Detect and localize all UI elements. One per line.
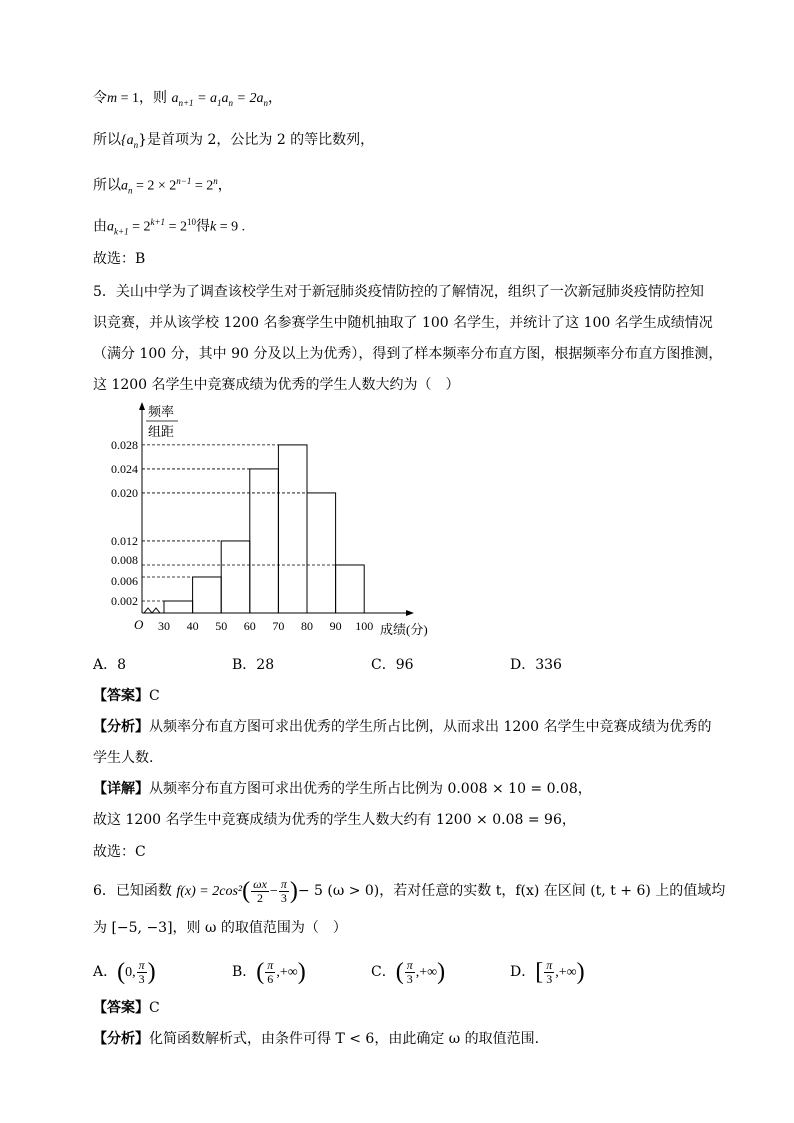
q6-option-a: A．(0, $\frac{\pi}{3}$ ) <box>93 957 156 986</box>
y-tick-0.008: 0.008 <box>111 552 138 567</box>
q6-option-b: B．( $\frac{\pi}{6}$ ,+∞) <box>232 957 306 986</box>
bar-30-40 <box>164 601 193 613</box>
q6-option-c: C．( $\frac{\pi}{3}$ ,+∞) <box>371 957 446 986</box>
y-tick-0.012: 0.012 <box>111 533 138 548</box>
q5-line-4: 这 1200 名学生中竞赛成绩为优秀的学生人数大约为（ ） <box>93 377 460 393</box>
x-tick-80: 80 <box>301 619 313 633</box>
q6-line-1: 6．已知函数 f(x) = 2cos²( $\frac{\omega x}{2}$ − $\frac{\pi}{3}$ )− 5 (ω > 0)，若对任意的实数 t，f(x) 在区间 (t, t + 6) 上的值域均 <box>93 876 726 905</box>
bar-90-100 <box>336 565 365 613</box>
x-tick-100: 100 <box>355 619 374 633</box>
q5-choose: 故选：C <box>93 844 146 860</box>
y-tick-0.024: 0.024 <box>111 461 138 476</box>
q5-answer: 【答案】C <box>93 688 160 704</box>
x-tick-90: 90 <box>329 619 342 633</box>
q6-line-2: 为 [−5, −3]，则 ω 的取值范围为（ ） <box>93 920 347 936</box>
q5-detail-1: 【详解】从频率分布直方图可求出优秀的学生所占比例为 0.008 × 10 = 0.08， <box>93 781 592 797</box>
x-tick-60: 60 <box>243 619 256 633</box>
text-line-4: 由$a_{k+1} = 2^{k+1} = 2^{10}$得k = 9 . <box>93 217 246 237</box>
y-axis-arrow <box>139 402 145 410</box>
q6-answer: 【答案】C <box>93 1000 160 1016</box>
bar-80-90 <box>307 493 336 613</box>
option-c: C．96 <box>371 657 414 673</box>
q5-analysis-2: 学生人数. <box>93 750 154 766</box>
option-b: B．28 <box>232 657 275 673</box>
y-tick-0.028: 0.028 <box>111 437 138 452</box>
text-line-1: 令m = 1，则 $a_{n+1} = a_1a_n = 2a_n$， <box>93 90 282 108</box>
x-tick-70: 70 <box>272 619 285 633</box>
frequency-histogram <box>90 400 450 645</box>
q5-analysis-1: 【分析】从频率分布直方图可求出优秀的学生所占比例，从而求出 1200 名学生中竞赛成绩为优秀的 <box>93 719 712 735</box>
option-a: A．8 <box>93 657 127 673</box>
x-label: 成绩(分) <box>380 622 428 637</box>
q6-analysis: 【分析】化简函数解析式，由条件可得 T < 6，由此确定 ω 的取值范围. <box>93 1031 540 1047</box>
q5-line-3: （满分 100 分，其中 90 分及以上为优秀），得到了样本频率分布直方图，根据频率分布直方图推测， <box>93 346 723 362</box>
y-tick-0.002: 0.002 <box>111 593 138 608</box>
origin-label: O <box>134 617 144 632</box>
q6-option-d: D．[ $\frac{\pi}{3}$ ,+∞) <box>510 957 585 986</box>
axis-break <box>144 608 160 613</box>
option-d: D．336 <box>510 657 562 673</box>
y-label-top: 频率 <box>148 404 175 419</box>
x-tick-30: 30 <box>158 619 170 633</box>
text-line-3: 所以$a_n = 2 \times 2^{n-1} = 2^n$， <box>93 176 232 196</box>
choose-b: 故选：B <box>93 251 146 267</box>
q5-line-1: 5．关山中学为了调查该校学生对于新冠肺炎疫情防控的了解情况，组织了一次新冠肺炎疫情防控知 <box>93 284 704 300</box>
x-tick-50: 50 <box>215 619 228 633</box>
x-tick-40: 40 <box>186 619 199 633</box>
y-label-bottom: 组距 <box>148 424 175 439</box>
bar-60-70 <box>250 469 279 613</box>
bar-70-80 <box>278 445 307 613</box>
q5-detail-2: 故这 1200 名学生中竞赛成绩为优秀的学生人数大约有 1200 × 0.08 = 96， <box>93 812 576 828</box>
text-line-2: 所以$\{a_n\}$是首项为 2，公比为 2 的等比数列， <box>93 132 375 150</box>
bar-50-60 <box>221 541 250 613</box>
q5-line-2: 识竞赛，并从该学校 1200 名参赛学生中随机抽取了 100 名学生，并统计了这 100 名学生成绩情况 <box>93 315 713 331</box>
bar-40-50 <box>193 577 222 613</box>
y-tick-0.020: 0.020 <box>111 485 138 500</box>
y-tick-0.006: 0.006 <box>111 573 138 588</box>
x-axis-arrow <box>406 610 414 616</box>
